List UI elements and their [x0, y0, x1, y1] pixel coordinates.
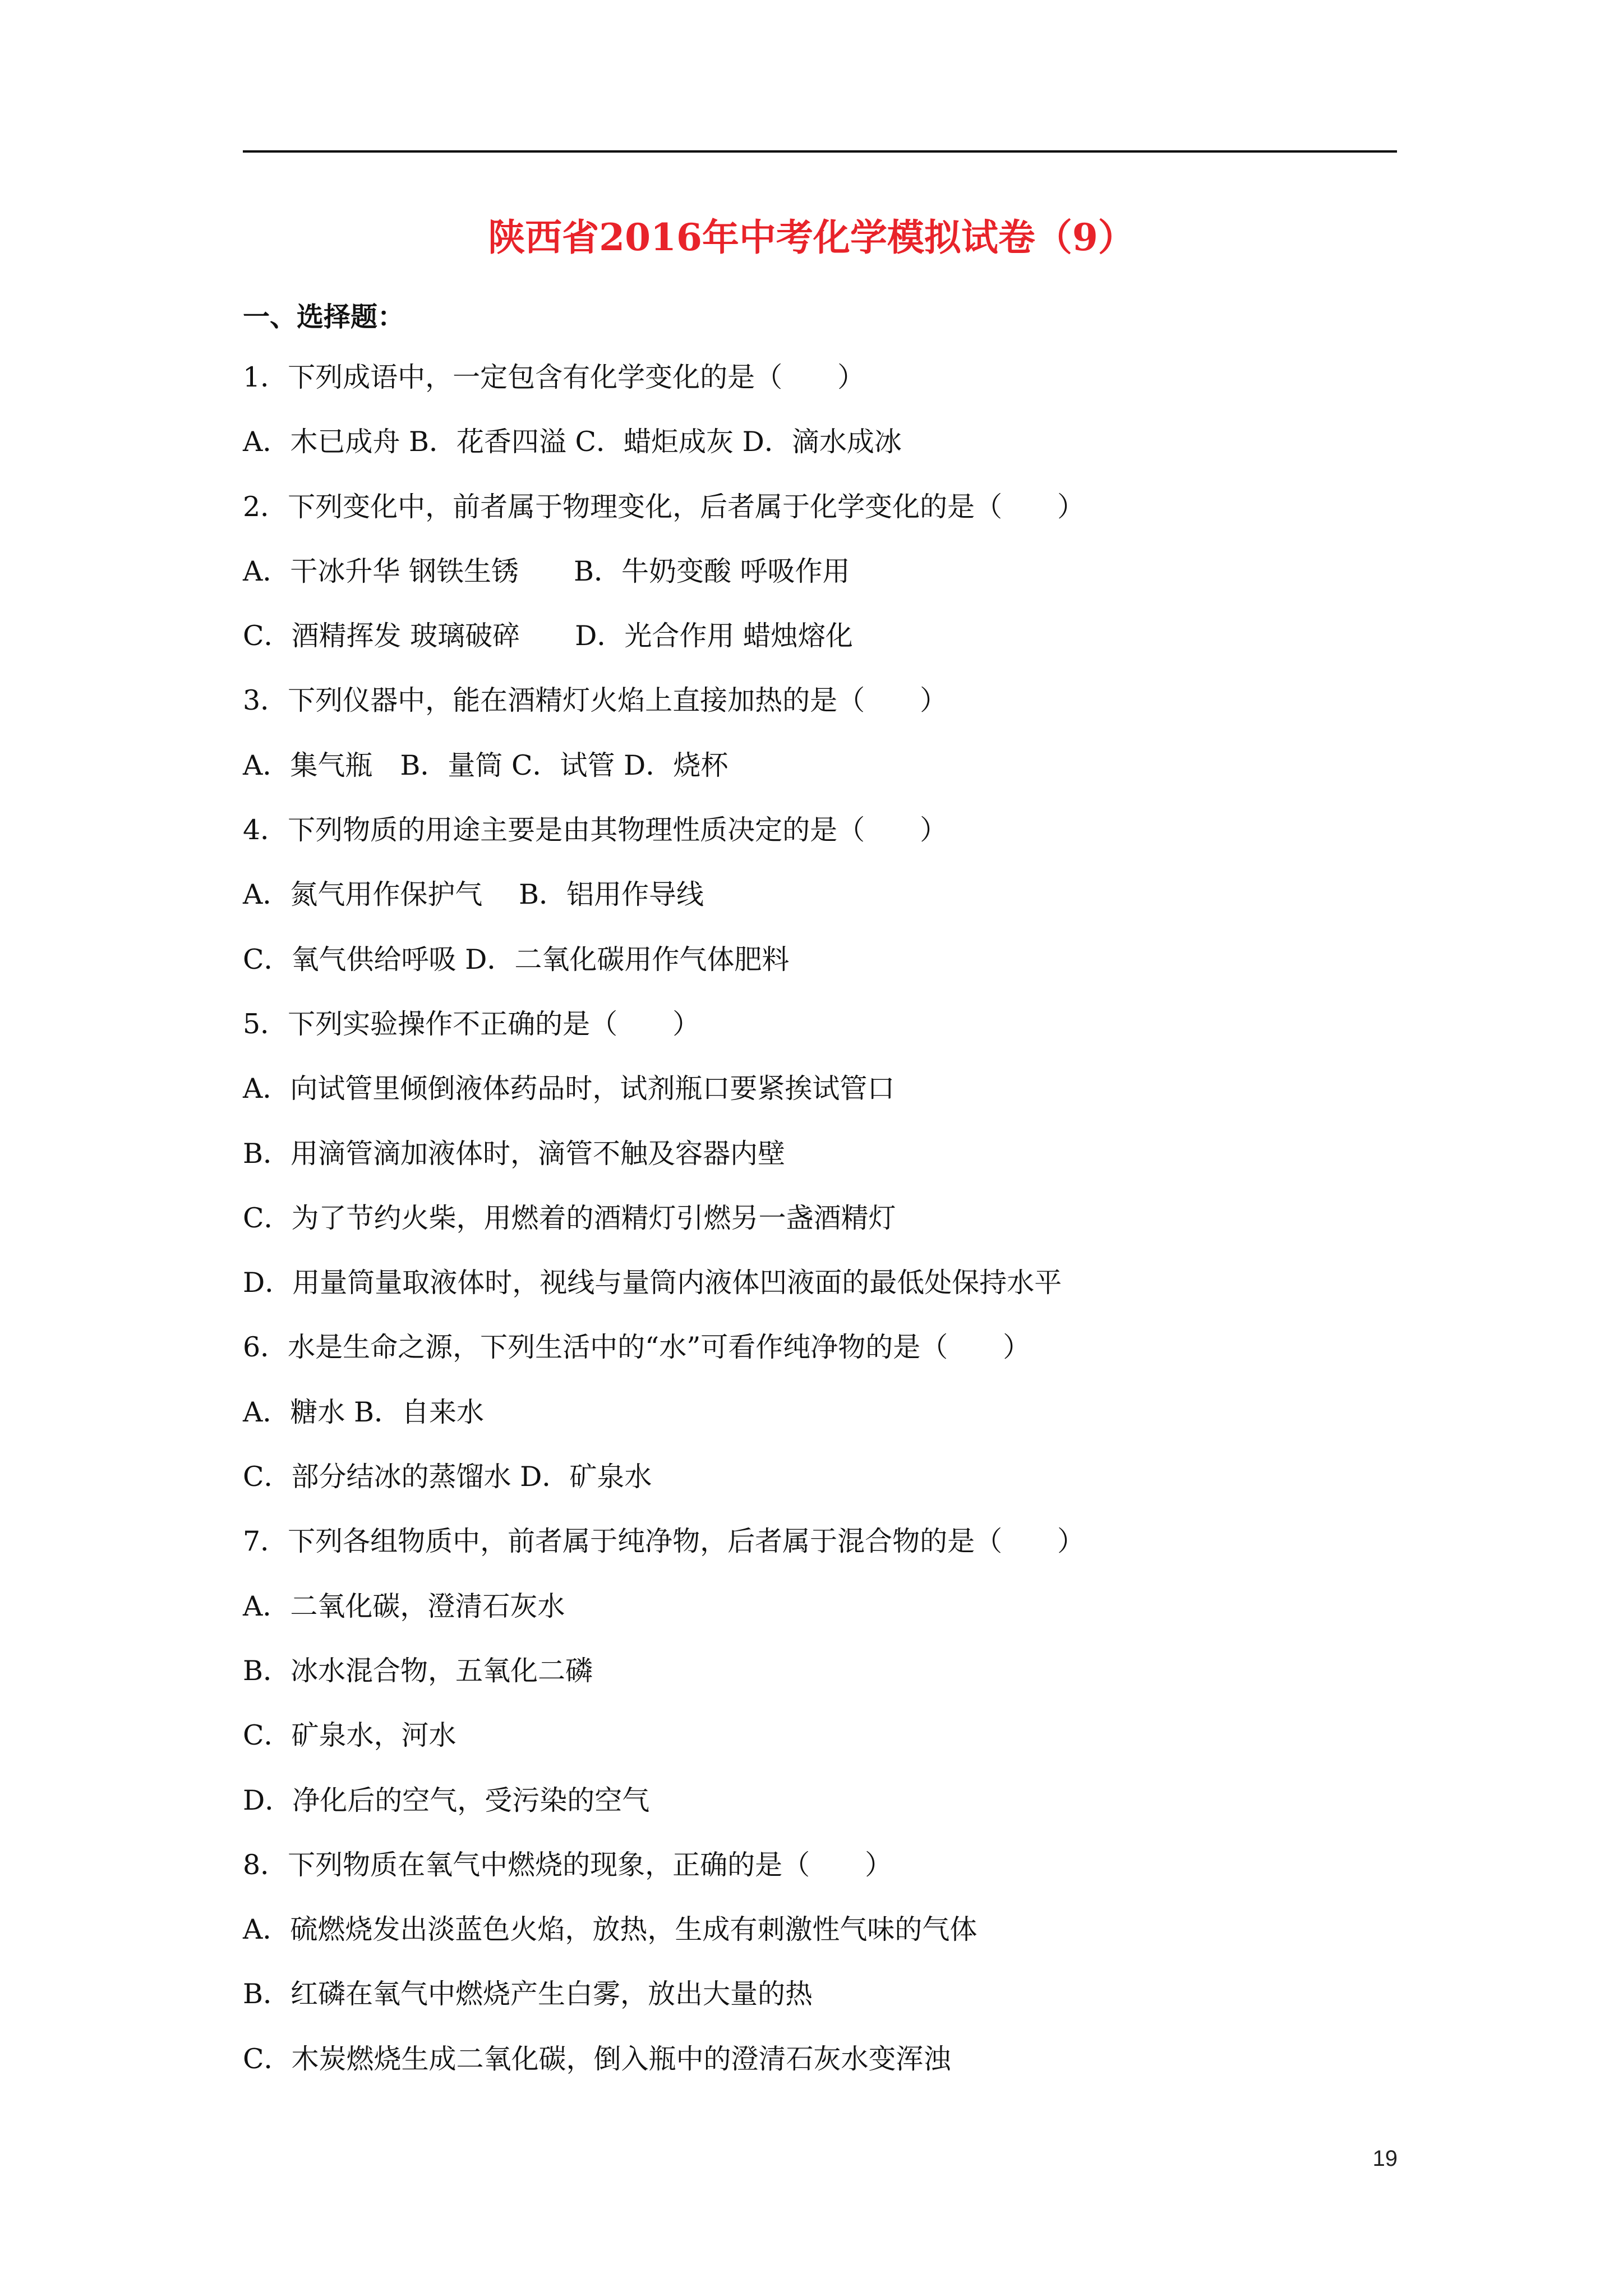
question-8-option-b: B．红磷在氧气中燃烧产生白雾，放出大量的热: [243, 1978, 813, 2010]
question-6-stem: 6．水是生命之源，下列生活中的“水”可看作纯净物的是（ ）: [243, 1331, 1031, 1364]
question-4-stem: 4．下列物质的用途主要是由其物理性质决定的是（ ）: [243, 814, 948, 846]
question-8-option-a: A．硫燃烧发出淡蓝色火焰，放热，生成有刺激性气味的气体: [243, 1913, 978, 1946]
header-rule: [243, 150, 1397, 153]
question-3-stem: 3．下列仪器中，能在酒精灯火焰上直接加热的是（ ）: [243, 684, 948, 717]
question-2-options-cd: C．酒精挥发 玻璃破碎 D．光合作用 蜡烛熔化: [243, 620, 853, 652]
question-6-options-ab: A．糖水 B．自来水: [243, 1396, 484, 1428]
exam-title: 陕西省2016年中考化学模拟试卷（9）: [488, 215, 1135, 259]
section-heading: 一、选择题：: [243, 301, 405, 333]
page-number: 19: [1372, 2146, 1398, 2171]
question-7-option-c: C．矿泉水，河水: [243, 1719, 457, 1752]
question-2-stem: 2．下列变化中，前者属于物理变化，后者属于化学变化的是（ ）: [243, 490, 1085, 523]
question-1-stem: 1．下列成语中，一定包含有化学变化的是（ ）: [243, 361, 865, 393]
question-7-option-d: D．净化后的空气，受污染的空气: [243, 1784, 650, 1816]
question-2-options-ab: A．干冰升华 钢铁生锈 B．牛奶变酸 呼吸作用: [243, 555, 850, 587]
question-4-options-cd: C．氧气供给呼吸 D．二氧化碳用作气体肥料: [243, 943, 790, 976]
question-6-options-cd: C．部分结冰的蒸馏水 D．矿泉水: [243, 1461, 652, 1493]
question-5-option-b: B．用滴管滴加液体时，滴管不触及容器内壁: [243, 1137, 786, 1170]
question-7-stem: 7．下列各组物质中，前者属于纯净物，后者属于混合物的是（ ）: [243, 1525, 1085, 1558]
question-5-option-a: A．向试管里倾倒液体药品时，试剂瓶口要紧挨试管口: [243, 1073, 895, 1105]
question-7-option-a: A．二氧化碳，澄清石灰水: [243, 1590, 565, 1622]
question-7-option-b: B．冰水混合物，五氧化二磷: [243, 1654, 593, 1687]
question-8-stem: 8．下列物质在氧气中燃烧的现象，正确的是（ ）: [243, 1848, 893, 1881]
question-5-stem: 5．下列实验操作不正确的是（ ）: [243, 1007, 700, 1040]
question-1-options: A．木已成舟 B．花香四溢 C．蜡炬成灰 D．滴水成冰: [243, 426, 902, 458]
question-5-option-d: D．用量筒量取液体时，视线与量筒内液体凹液面的最低处保持水平: [243, 1267, 1062, 1299]
question-8-option-c: C．木炭燃烧生成二氧化碳，倒入瓶中的澄清石灰水变浑浊: [243, 2042, 951, 2075]
question-5-option-c: C．为了节约火柴，用燃着的酒精灯引燃另一盏酒精灯: [243, 1202, 896, 1234]
question-list: [243, 356, 1398, 2102]
question-3-options: A．集气瓶 B．量筒 C．试管 D．烧杯: [243, 749, 728, 781]
question-4-options-ab: A．氮气用作保护气 B．铝用作导线: [243, 878, 704, 911]
